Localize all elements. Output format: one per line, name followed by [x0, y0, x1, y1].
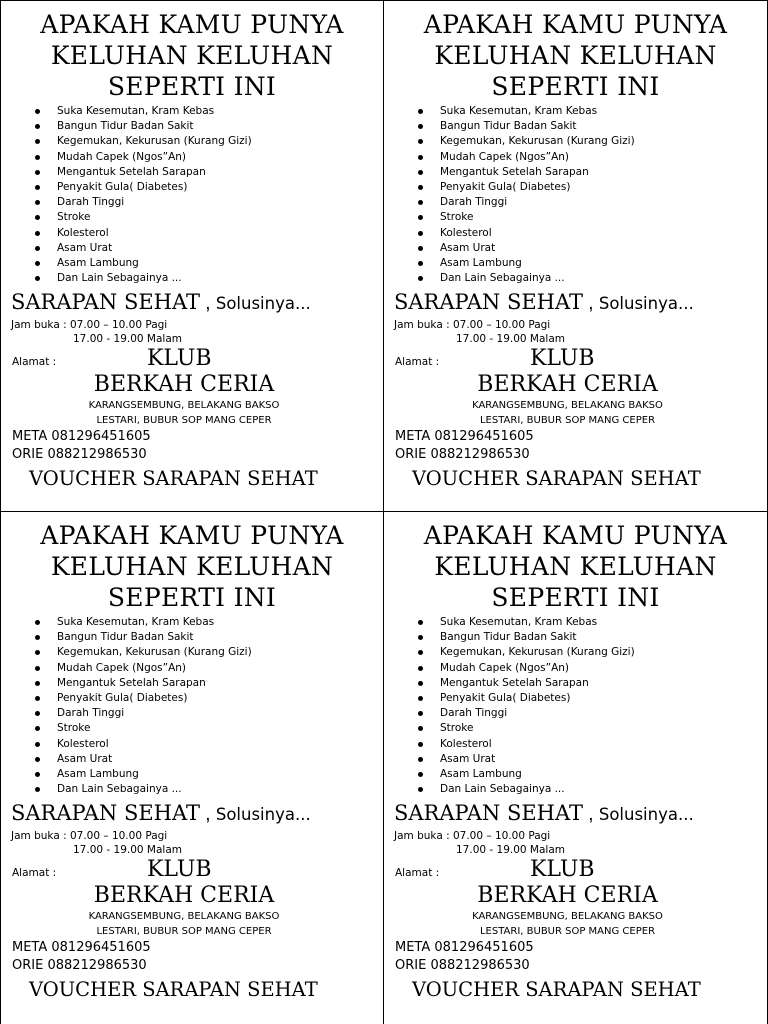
solution-line [394, 800, 767, 829]
complaint-item: Darah Tinggi [57, 195, 383, 210]
title-line: KELUHAN KELUHAN [434, 552, 717, 581]
complaint-item: Asam Urat [440, 241, 767, 256]
location-line: KARANGSEMBUNG, BELAKANG BAKSO [472, 911, 663, 923]
complaint-item: Asam Urat [57, 752, 383, 767]
contact-orie: ORIE 088212986530 [12, 447, 147, 463]
complaint-item: Kegemukan, Kekurusan (Kurang Gizi) [57, 645, 383, 660]
hours-evening: 17.00 - 19.00 Malam [73, 333, 182, 346]
voucher-card [384, 0, 768, 512]
voucher-label: VOUCHER SARAPAN SEHAT [29, 467, 318, 491]
voucher-card [384, 512, 768, 1024]
solution-separator: , [200, 804, 216, 826]
complaint-item: Asam Urat [440, 752, 767, 767]
card-title [1, 520, 383, 613]
complaint-item: Penyakit Gula( Diabetes) [57, 180, 383, 195]
title-line: APAKAH KAMU PUNYA [40, 10, 344, 39]
solution-separator: , [583, 293, 599, 315]
hours-morning: Jam buka : 07.00 – 10.00 Pagi [394, 830, 551, 843]
complaint-item: Dan Lain Sebagainya ... [57, 271, 383, 286]
address-label: Alamat : [395, 356, 440, 369]
complaint-item: Mengantuk Setelah Sarapan [440, 165, 767, 180]
opening-hours [1, 318, 383, 346]
location-line: KARANGSEMBUNG, BELAKANG BAKSO [472, 400, 663, 412]
complaint-item: Suka Kesemutan, Kram Kebas [440, 615, 767, 630]
address-label: Alamat : [12, 867, 57, 880]
solution-main: SARAPAN SEHAT [11, 801, 200, 826]
complaint-item: Asam Urat [57, 241, 383, 256]
location-line: LESTARI, BUBUR SOP MANG CEPER [479, 926, 656, 938]
complaint-item: Penyakit Gula( Diabetes) [440, 691, 767, 706]
title-line: APAKAH KAMU PUNYA [423, 521, 728, 550]
complaint-item: Bangun Tidur Badan Sakit [57, 630, 383, 645]
voucher-label: VOUCHER SARAPAN SEHAT [29, 978, 318, 1002]
title-line: SEPERTI INI [107, 72, 277, 101]
contact-meta: META 081296451605 [395, 940, 534, 956]
solution-line [11, 800, 383, 829]
complaint-item: Kegemukan, Kekurusan (Kurang Gizi) [440, 134, 767, 149]
complaint-item: Kolesterol [57, 737, 383, 752]
address-row [384, 346, 767, 372]
contact-meta: META 081296451605 [12, 429, 151, 445]
voucher-card [0, 512, 384, 1024]
complaint-item: Penyakit Gula( Diabetes) [440, 180, 767, 195]
hours-morning: Jam buka : 07.00 – 10.00 Pagi [11, 319, 168, 332]
hours-morning: Jam buka : 07.00 – 10.00 Pagi [394, 319, 551, 332]
solution-main: SARAPAN SEHAT [394, 290, 583, 315]
address-row [384, 857, 767, 883]
complaint-item: Asam Lambung [57, 256, 383, 271]
club-name: BERKAH CERIA [93, 883, 275, 909]
solution-main: SARAPAN SEHAT [394, 801, 583, 826]
complaint-item: Mengantuk Setelah Sarapan [57, 165, 383, 180]
location [0, 398, 383, 428]
title-line: SEPERTI INI [491, 583, 660, 612]
complaint-item: Kegemukan, Kekurusan (Kurang Gizi) [440, 645, 767, 660]
solution-sub: Solusinya... [598, 805, 694, 825]
complaint-item: Darah Tinggi [57, 706, 383, 721]
complaint-list [384, 104, 767, 286]
contact-orie: ORIE 088212986530 [395, 447, 530, 463]
contact-orie: ORIE 088212986530 [395, 958, 530, 974]
address-label: Alamat : [395, 867, 440, 880]
complaint-item: Mudah Capek (Ngos”An) [440, 661, 767, 676]
card-title [384, 520, 767, 613]
solution-line [394, 289, 767, 318]
solution-line [11, 289, 383, 318]
complaint-item: Mudah Capek (Ngos”An) [440, 150, 767, 165]
complaint-item: Darah Tinggi [440, 706, 767, 721]
club-word: KLUB [530, 857, 595, 883]
title-line: SEPERTI INI [107, 583, 277, 612]
hours-morning: Jam buka : 07.00 – 10.00 Pagi [11, 830, 168, 843]
card-title [1, 9, 383, 102]
club-name: BERKAH CERIA [477, 883, 658, 909]
complaint-item: Asam Lambung [57, 767, 383, 782]
complaint-item: Suka Kesemutan, Kram Kebas [57, 104, 383, 119]
complaint-item: Suka Kesemutan, Kram Kebas [440, 104, 767, 119]
title-line: APAKAH KAMU PUNYA [40, 521, 344, 550]
complaint-item: Mudah Capek (Ngos”An) [57, 150, 383, 165]
complaint-item: Mengantuk Setelah Sarapan [440, 676, 767, 691]
complaint-list [384, 615, 767, 797]
opening-hours [1, 829, 383, 857]
location-line: KARANGSEMBUNG, BELAKANG BAKSO [88, 911, 280, 923]
complaint-item: Asam Lambung [440, 256, 767, 271]
location-line: LESTARI, BUBUR SOP MANG CEPER [96, 415, 272, 427]
complaint-item: Bangun Tidur Badan Sakit [440, 630, 767, 645]
complaint-item: Kolesterol [57, 226, 383, 241]
hours-evening: 17.00 - 19.00 Malam [456, 844, 565, 857]
voucher-label: VOUCHER SARAPAN SEHAT [412, 467, 701, 491]
opening-hours [384, 829, 767, 857]
voucher-card [0, 0, 384, 512]
title-line: KELUHAN KELUHAN [434, 41, 717, 70]
complaint-item: Stroke [440, 721, 767, 736]
card-title [384, 9, 767, 102]
solution-sub: Solusinya... [215, 805, 311, 825]
club-word: KLUB [530, 346, 595, 372]
location-line: KARANGSEMBUNG, BELAKANG BAKSO [88, 400, 280, 412]
hours-evening: 17.00 - 19.00 Malam [456, 333, 565, 346]
complaint-item: Penyakit Gula( Diabetes) [57, 691, 383, 706]
solution-separator: , [583, 804, 599, 826]
complaint-item: Asam Lambung [440, 767, 767, 782]
opening-hours [384, 318, 767, 346]
complaint-item: Kolesterol [440, 226, 767, 241]
title-line: KELUHAN KELUHAN [50, 552, 334, 581]
solution-sub: Solusinya... [215, 294, 311, 314]
solution-main: SARAPAN SEHAT [11, 290, 200, 315]
complaint-item: Dan Lain Sebagainya ... [440, 782, 767, 797]
complaint-item: Stroke [440, 210, 767, 225]
complaint-item: Mudah Capek (Ngos”An) [57, 661, 383, 676]
club-name: BERKAH CERIA [477, 372, 658, 398]
club-word: KLUB [147, 346, 212, 372]
address-row [1, 857, 383, 883]
title-line: KELUHAN KELUHAN [50, 41, 334, 70]
solution-separator: , [200, 293, 216, 315]
complaint-item: Stroke [57, 210, 383, 225]
complaint-item: Dan Lain Sebagainya ... [57, 782, 383, 797]
hours-evening: 17.00 - 19.00 Malam [73, 844, 182, 857]
contact-orie: ORIE 088212986530 [12, 958, 147, 974]
address-label: Alamat : [12, 356, 57, 369]
complaint-item: Mengantuk Setelah Sarapan [57, 676, 383, 691]
complaint-item: Dan Lain Sebagainya ... [440, 271, 767, 286]
complaint-list [1, 615, 383, 797]
complaint-item: Bangun Tidur Badan Sakit [57, 119, 383, 134]
complaint-item: Kolesterol [440, 737, 767, 752]
title-line: SEPERTI INI [491, 72, 660, 101]
contact-meta: META 081296451605 [12, 940, 151, 956]
complaint-item: Suka Kesemutan, Kram Kebas [57, 615, 383, 630]
club-word: KLUB [147, 857, 212, 883]
solution-sub: Solusinya... [598, 294, 694, 314]
location [384, 909, 767, 939]
complaint-item: Darah Tinggi [440, 195, 767, 210]
contact-meta: META 081296451605 [395, 429, 534, 445]
title-line: APAKAH KAMU PUNYA [423, 10, 728, 39]
complaint-list [1, 104, 383, 286]
complaint-item: Kegemukan, Kekurusan (Kurang Gizi) [57, 134, 383, 149]
location-line: LESTARI, BUBUR SOP MANG CEPER [96, 926, 272, 938]
location-line: LESTARI, BUBUR SOP MANG CEPER [479, 415, 656, 427]
complaint-item: Stroke [57, 721, 383, 736]
voucher-label: VOUCHER SARAPAN SEHAT [412, 978, 701, 1002]
location [384, 398, 767, 428]
location [0, 909, 383, 939]
complaint-item: Bangun Tidur Badan Sakit [440, 119, 767, 134]
address-row [1, 346, 383, 372]
club-name: BERKAH CERIA [93, 372, 275, 398]
